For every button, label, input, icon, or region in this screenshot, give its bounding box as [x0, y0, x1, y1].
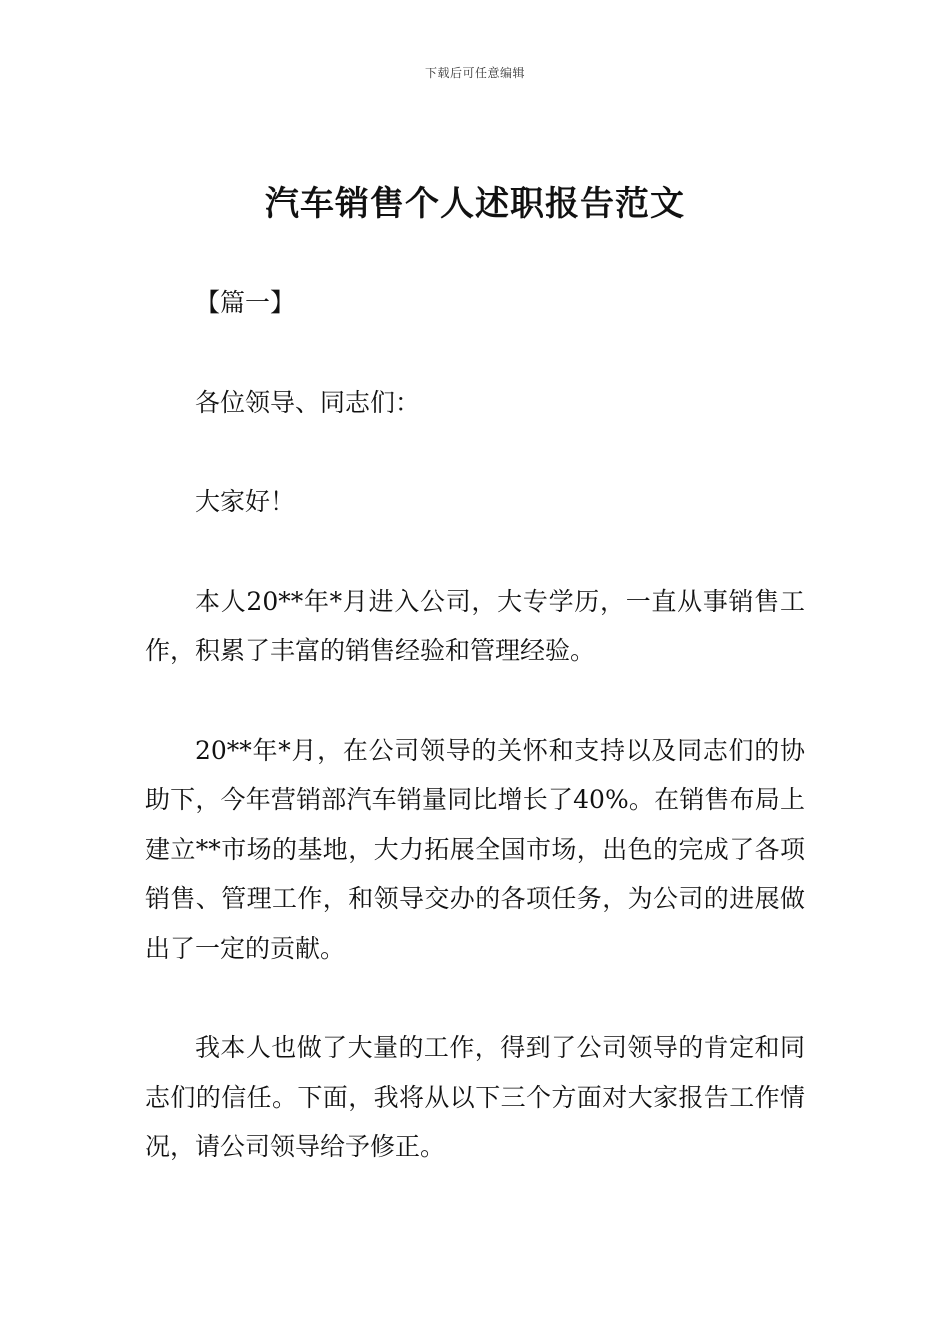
paragraph-intro: 本人20**年*月进入公司，大专学历，一直从事销售工作，积累了丰富的销售经验和管理经验。 [145, 586, 805, 665]
salutation: 各位领导、同志们： [195, 387, 421, 417]
section-label: 【篇一】 [195, 288, 296, 317]
paragraph-achievements: 20**年*月，在公司领导的关怀和支持以及同志们的协助下，今年营销部汽车销量同比增长了40%。在销售布局上建立**市场的基地，大力拓展全国市场，出色的完成了各项销售、管理工作，和领导交办的各项任务，为公司的进展做出了一定的贡献。 [145, 735, 805, 963]
document-title: 汽车销售个人述职报告范文 [265, 184, 685, 224]
page-header-note: 下载后可任意编辑 [424, 66, 525, 80]
paragraph-overview: 我本人也做了大量的工作，得到了公司领导的肯定和同志们的信任。下面，我将从以下三个方面对大家报告工作情况，请公司领导给予修正。 [145, 1033, 805, 1161]
document-body [145, 278, 805, 1172]
greeting: 大家好！ [195, 487, 296, 516]
